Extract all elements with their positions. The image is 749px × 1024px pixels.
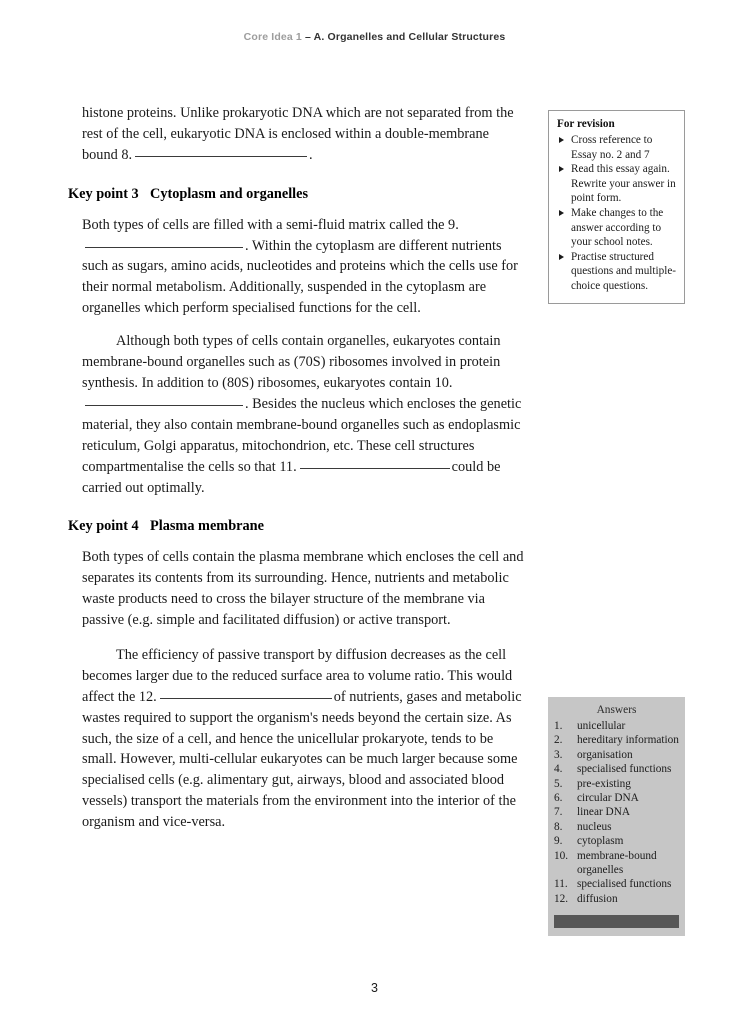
- kp3-p2-text-a: Although both types of cells contain organelles, eukaryotes contain membrane-bound organelles such as (70S) ribosomes involved in protein synthesis. In addition to (80S) ribosomes, eukaryotes contain 10.: [82, 333, 501, 391]
- key-point-3-number: Key point 3: [68, 185, 139, 202]
- list-item: [552, 805, 681, 819]
- triangle-bullet-icon: [559, 254, 564, 260]
- kp4-p2-text-a: The efficiency of passive transport by diffusion decreases as the cell becomes larger due to the reduced surface area to volume ratio. This would affect the 12.: [82, 646, 513, 705]
- answer-number: 5.: [554, 777, 563, 790]
- key-point-4-heading: [68, 516, 528, 537]
- triangle-bullet-icon: [559, 137, 564, 143]
- list-item: [557, 133, 677, 162]
- answer-blank-12[interactable]: [160, 698, 332, 699]
- answer-blank-10[interactable]: [85, 405, 243, 406]
- kp3-p1-text-a: Both types of cells are filled with a semi-fluid matrix called the 9.: [82, 216, 459, 233]
- list-item: [552, 748, 681, 762]
- list-item: [552, 762, 681, 776]
- kp4-p2-text-b: of nutrients, gases and metabolic wastes required to support the organism's needs beyond the certain size. As such, the size of a cell, and hence the unicellular prokaryote, tends to be small. However, multi-cellular eukaryotes can be much larger because some specialised cells (e.g. alimentary gut, airways, blood and associated blood vessels) transport the materials from the environment into the interior of the organism and vice-versa.: [82, 688, 522, 831]
- paragraph-continuation: [82, 103, 528, 166]
- answer-text: unicellular: [577, 720, 626, 732]
- answer-number: 8.: [554, 820, 563, 833]
- key-point-3-title: Cytoplasm and organelles: [150, 185, 309, 202]
- kp3-p2-text-b: . Besides the nucleus which encloses the genetic material, they also contain membrane-bound organelles such as endoplasmic reticulum, Golgi apparatus, mitochondrion, etc. These cell structures compartmentalise the cells so that 11.: [82, 395, 522, 475]
- key-point-4-title: Plasma membrane: [150, 518, 264, 535]
- for-revision-box: [548, 110, 685, 304]
- answers-title: Answers: [596, 704, 637, 716]
- list-item: [557, 206, 677, 250]
- answer-number: 2.: [554, 734, 563, 747]
- answer-blank-11[interactable]: [300, 468, 450, 469]
- revision-item-text: Make changes to the answer according to your school notes.: [571, 206, 664, 249]
- answer-text: organisation: [577, 748, 633, 761]
- revision-item-text: Read this essay again. Rewrite your answer in point form.: [571, 163, 676, 205]
- answer-text: pre-existing: [577, 777, 631, 790]
- spacer: [68, 319, 528, 331]
- triangle-bullet-icon: [559, 210, 564, 216]
- answer-number: 4.: [554, 763, 563, 776]
- revision-item-text: Practise structured questions and multiple-choice questions.: [571, 250, 677, 292]
- header-chapter-title: – A. Organelles and Cellular Structures: [304, 31, 506, 43]
- list-item: [557, 250, 677, 294]
- list-item: [557, 162, 677, 206]
- list-item: [552, 820, 681, 834]
- answer-number: 12.: [554, 892, 569, 905]
- kp3-p2-text-c: could be carried out optimally.: [82, 458, 501, 496]
- answer-text: hereditary information: [577, 734, 679, 747]
- answers-footer-bar: [554, 915, 679, 928]
- for-revision-list: [557, 133, 677, 294]
- list-item: [552, 791, 681, 805]
- key-point-4-number: Key point 4: [68, 518, 139, 535]
- continuation-text-after-blank: .: [309, 146, 313, 163]
- answer-number: 10.: [554, 849, 569, 862]
- continuation-text-before-blank: histone proteins. Unlike prokaryotic DNA which are not separated from the rest of the cell, eukaryotic DNA is enclosed within a double-membrane bound 8.: [82, 105, 514, 163]
- list-item: [552, 849, 681, 878]
- triangle-bullet-icon: [559, 166, 564, 172]
- list-item: [552, 877, 681, 891]
- answer-text: membrane-bound organelles: [577, 849, 657, 877]
- list-item: [552, 733, 681, 747]
- key-point-4-paragraph-2: [82, 645, 528, 833]
- answers-list: [552, 719, 681, 906]
- for-revision-title: For revision: [557, 118, 615, 130]
- key-point-3-heading: [68, 184, 528, 205]
- answer-number: 11.: [554, 878, 568, 891]
- answer-text: diffusion: [577, 892, 618, 905]
- answer-text: cytoplasm: [577, 835, 624, 848]
- answer-number: 7.: [554, 806, 563, 819]
- key-point-3-paragraph-1: [82, 215, 528, 320]
- list-item: [552, 834, 681, 848]
- page-number: 3: [371, 981, 378, 995]
- answer-text: specialised functions: [577, 878, 672, 891]
- kp3-p1-text-b: . Within the cytoplasm are different nutrients such as sugars, amino acids, nucleotides and proteins which the cells use for their normal metabolism. Additionally, suspended in the cytoplasm are organelles which perform specialised functions for the cell.: [82, 237, 518, 317]
- key-point-4-paragraph-1: Both types of cells contain the plasma membrane which encloses the cell and separates its contents from its surrounding. Hence, nutrients and metabolic waste products need to cross the bilayer structure of the membrane via passive (e.g. simple and facilitated diffusion) or active transport.: [82, 549, 524, 629]
- page-running-header: [0, 31, 749, 43]
- key-point-3-paragraph-2: [82, 331, 528, 498]
- list-item: [552, 777, 681, 791]
- answer-number: 1.: [554, 720, 563, 732]
- spacer: [68, 205, 528, 215]
- header-chapter-label: Core Idea 1: [243, 31, 305, 43]
- list-item: [552, 719, 681, 733]
- list-item: [552, 892, 681, 906]
- spacer: [68, 166, 528, 184]
- answer-blank-9[interactable]: [85, 247, 243, 248]
- answer-blank-8[interactable]: [135, 156, 307, 157]
- answer-number: 6.: [554, 792, 563, 805]
- answer-text: specialised functions: [577, 763, 672, 776]
- spacer: [68, 631, 528, 645]
- answer-text: circular DNA: [577, 792, 639, 805]
- spacer: [68, 537, 528, 547]
- answer-number: 9.: [554, 835, 563, 848]
- spacer: [68, 498, 528, 516]
- answers-box: [548, 697, 685, 936]
- answer-text: linear DNA: [577, 806, 631, 819]
- answer-text: nucleus: [577, 820, 612, 833]
- revision-item-text: Cross reference to Essay no. 2 and 7: [571, 134, 653, 161]
- answer-number: 3.: [554, 748, 563, 761]
- main-text-column: [68, 103, 528, 833]
